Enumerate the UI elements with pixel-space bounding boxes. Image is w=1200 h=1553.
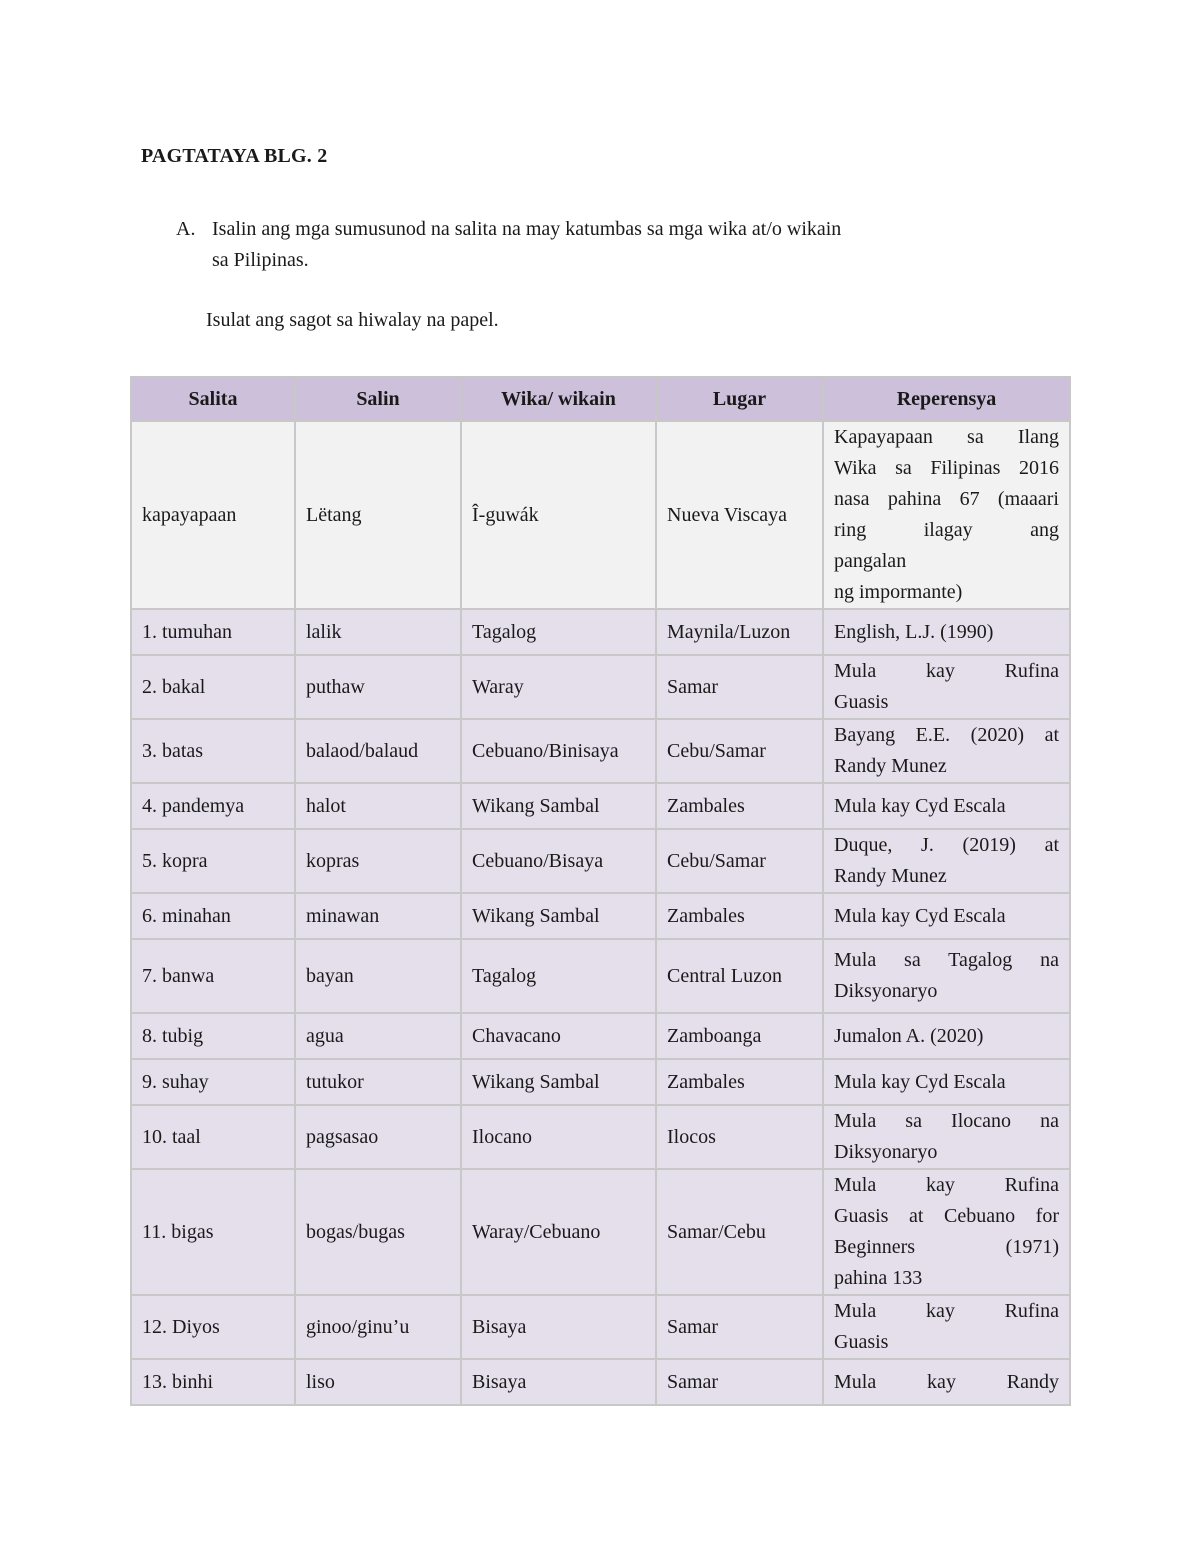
table-row xyxy=(131,1013,1070,1059)
cell-lugar: Ilocos xyxy=(656,1105,823,1169)
table-row xyxy=(131,1169,1070,1295)
cell-lugar: Zamboanga xyxy=(656,1013,823,1059)
ref-line: ng impormante) xyxy=(834,581,963,603)
cell-wika: Wikang Sambal xyxy=(461,783,656,829)
header-reperensya: Reperensya xyxy=(823,377,1070,421)
ref-line: Mula kay Cyd Escala xyxy=(834,1070,1006,1093)
cell-wika: Waray/Cebuano xyxy=(461,1169,656,1295)
ref-line: Randy Munez xyxy=(834,865,947,887)
table-row xyxy=(131,1059,1070,1105)
cell-wika: Wikang Sambal xyxy=(461,1059,656,1105)
cell-reperensya xyxy=(823,421,1070,609)
table-row xyxy=(131,1105,1070,1169)
ref-line: Mula kay Rufina xyxy=(834,660,1059,682)
cell-salita: 11. bigas xyxy=(131,1169,295,1295)
cell-salin: balaod/balaud xyxy=(295,719,461,783)
cell-salin: bogas/bugas xyxy=(295,1169,461,1295)
page-title: PAGTATAYA BLG. 2 xyxy=(141,145,328,167)
cell-lugar: Zambales xyxy=(656,1059,823,1105)
cell-salita: 2. bakal xyxy=(131,655,295,719)
cell-wika: Waray xyxy=(461,655,656,719)
ref-line: Jumalon A. (2020) xyxy=(834,1024,984,1047)
table-row xyxy=(131,655,1070,719)
cell-reperensya xyxy=(823,1013,1070,1059)
cell-salin: liso xyxy=(295,1359,461,1405)
cell-salita: kapayapaan xyxy=(131,421,295,609)
cell-reperensya xyxy=(823,783,1070,829)
cell-wika: Tagalog xyxy=(461,939,656,1013)
table-row xyxy=(131,829,1070,893)
cell-lugar: Zambales xyxy=(656,893,823,939)
cell-lugar: Samar xyxy=(656,1295,823,1359)
cell-salita: 10. taal xyxy=(131,1105,295,1169)
table-header-row xyxy=(131,377,1070,421)
table-row xyxy=(131,893,1070,939)
cell-salin: halot xyxy=(295,783,461,829)
cell-salita: 5. kopra xyxy=(131,829,295,893)
ref-line: Mula sa Ilocano na xyxy=(834,1110,1059,1132)
translation-table xyxy=(130,376,1071,1406)
header-salita: Salita xyxy=(131,377,295,421)
cell-lugar: Samar/Cebu xyxy=(656,1169,823,1295)
instruction xyxy=(176,214,841,276)
cell-wika: Cebuano/Bisaya xyxy=(461,829,656,893)
cell-reperensya xyxy=(823,1105,1070,1169)
ref-line: Guasis xyxy=(834,691,889,713)
table-row xyxy=(131,609,1070,655)
cell-reperensya xyxy=(823,655,1070,719)
header-wika: Wika/ wikain xyxy=(461,377,656,421)
cell-reperensya xyxy=(823,609,1070,655)
cell-salin: tutukor xyxy=(295,1059,461,1105)
cell-wika: Bisaya xyxy=(461,1295,656,1359)
cell-salita: 12. Diyos xyxy=(131,1295,295,1359)
sample-row xyxy=(131,421,1070,609)
cell-lugar: Samar xyxy=(656,1359,823,1405)
ref-line: Mula kay Rufina xyxy=(834,1174,1059,1196)
ref-line: Mula kay Cyd Escala xyxy=(834,794,1006,817)
ref-line: Randy Munez xyxy=(834,755,947,777)
cell-reperensya xyxy=(823,939,1070,1013)
cell-salita: 1. tumuhan xyxy=(131,609,295,655)
ref-line: Diksyonaryo xyxy=(834,1141,938,1163)
table-row xyxy=(131,719,1070,783)
instruction-letter: A. xyxy=(176,218,196,240)
cell-lugar: Cebu/Samar xyxy=(656,829,823,893)
ref-line: Mula kay Cyd Escala xyxy=(834,904,1006,927)
cell-wika: Chavacano xyxy=(461,1013,656,1059)
ref-line: Guasis at Cebuano for xyxy=(834,1205,1059,1227)
instruction-note: Isulat ang sagot sa hiwalay na papel. xyxy=(206,309,499,331)
cell-salin: minawan xyxy=(295,893,461,939)
cell-salita: 4. pandemya xyxy=(131,783,295,829)
ref-line: English, L.J. (1990) xyxy=(834,620,994,643)
instruction-line-1: Isalin ang mga sumusunod na salita na may katumbas sa mga wika at/o wikain xyxy=(212,218,842,240)
cell-salin: lalik xyxy=(295,609,461,655)
header-lugar: Lugar xyxy=(656,377,823,421)
cell-wika: Î-guwák xyxy=(461,421,656,609)
table-row xyxy=(131,783,1070,829)
cell-salin: bayan xyxy=(295,939,461,1013)
cell-reperensya xyxy=(823,1295,1070,1359)
cell-salita: 7. banwa xyxy=(131,939,295,1013)
cell-wika: Wikang Sambal xyxy=(461,893,656,939)
cell-wika: Bisaya xyxy=(461,1359,656,1405)
cell-reperensya xyxy=(823,1059,1070,1105)
cell-salita: 9. suhay xyxy=(131,1059,295,1105)
cell-lugar: Cebu/Samar xyxy=(656,719,823,783)
ref-line: Beginners (1971) xyxy=(834,1236,1059,1258)
cell-wika: Tagalog xyxy=(461,609,656,655)
cell-salita: 3. batas xyxy=(131,719,295,783)
cell-lugar: Samar xyxy=(656,655,823,719)
ref-line: pahina 133 xyxy=(834,1267,923,1289)
table-row xyxy=(131,939,1070,1013)
cell-wika: Cebuano/Binisaya xyxy=(461,719,656,783)
ref-line: ring ilagay ang xyxy=(834,519,1059,541)
cell-wika: Ilocano xyxy=(461,1105,656,1169)
ref-line: Diksyonaryo xyxy=(834,980,938,1002)
ref-line: Mula kay Randy xyxy=(834,1370,1059,1393)
cell-reperensya xyxy=(823,1169,1070,1295)
table-row xyxy=(131,1295,1070,1359)
cell-salin: puthaw xyxy=(295,655,461,719)
cell-salita: 8. tubig xyxy=(131,1013,295,1059)
instruction-line-2: sa Pilipinas. xyxy=(212,249,309,271)
cell-lugar: Zambales xyxy=(656,783,823,829)
cell-reperensya xyxy=(823,719,1070,783)
ref-line: Guasis xyxy=(834,1331,889,1353)
ref-line: Duque, J. (2019) at xyxy=(834,834,1059,856)
header-salin: Salin xyxy=(295,377,461,421)
cell-salin: pagsasao xyxy=(295,1105,461,1169)
cell-lugar: Maynila/Luzon xyxy=(656,609,823,655)
cell-salin: kopras xyxy=(295,829,461,893)
cell-salin: ginoo/ginu’u xyxy=(295,1295,461,1359)
ref-line: Wika sa Filipinas 2016 xyxy=(834,457,1059,479)
cell-lugar: Central Luzon xyxy=(656,939,823,1013)
table-row xyxy=(131,1359,1070,1405)
cell-salita: 6. minahan xyxy=(131,893,295,939)
cell-reperensya xyxy=(823,829,1070,893)
ref-line: pangalan xyxy=(834,550,907,572)
cell-salin: agua xyxy=(295,1013,461,1059)
ref-line: Kapayapaan sa Ilang xyxy=(834,426,1059,448)
cell-salin: Lëtang xyxy=(295,421,461,609)
ref-line: Mula kay Rufina xyxy=(834,1300,1059,1322)
cell-reperensya xyxy=(823,893,1070,939)
ref-line: Bayang E.E. (2020) at xyxy=(834,724,1059,746)
ref-line: nasa pahina 67 (maaari xyxy=(834,488,1059,510)
cell-reperensya xyxy=(823,1359,1070,1405)
cell-salita: 13. binhi xyxy=(131,1359,295,1405)
ref-line: Mula sa Tagalog na xyxy=(834,949,1059,971)
cell-lugar: Nueva Viscaya xyxy=(656,421,823,609)
